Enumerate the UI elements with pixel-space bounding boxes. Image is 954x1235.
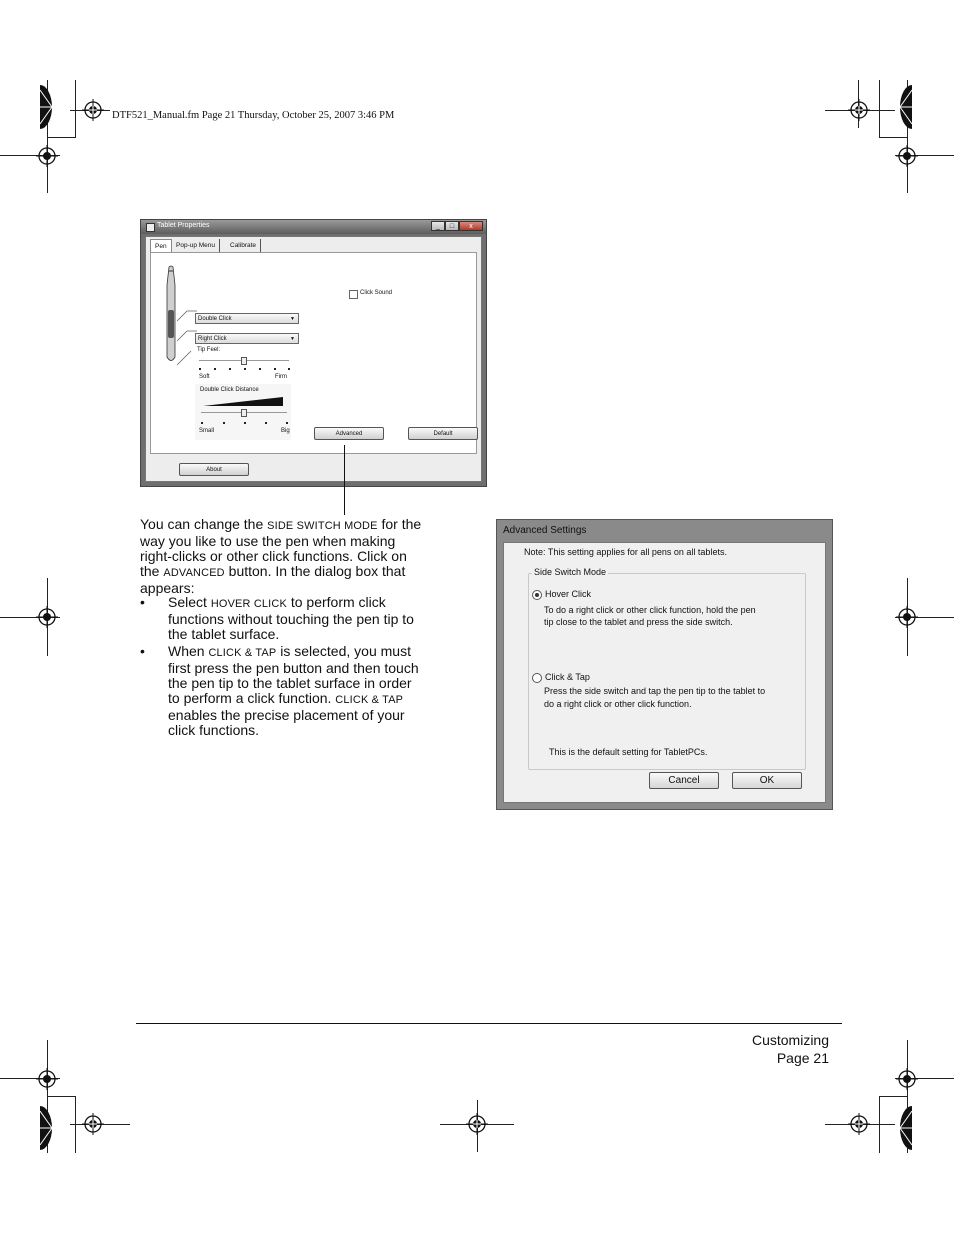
intro-paragraph	[140, 517, 425, 596]
tablet-properties-window	[140, 219, 487, 487]
text: to perform click functions without touching the pen tip to the tablet surface.	[168, 594, 414, 642]
registration-mark-icon	[82, 99, 104, 121]
bullet-icon: •	[140, 594, 145, 610]
close-button[interactable]: x	[459, 221, 483, 231]
framemaker-header: DTF521_Manual.fm Page 21 Thursday, October 25, 2007 3:46 PM	[112, 110, 395, 121]
color-bar-mark-icon	[40, 84, 54, 130]
advanced-button[interactable]: Advanced	[314, 427, 384, 440]
distance-wedge-icon	[203, 397, 283, 406]
click-sound-label: Click Sound	[360, 290, 393, 296]
registration-mark-icon	[896, 145, 918, 167]
advanced-term: ADVANCED	[163, 567, 225, 579]
firm-label: Firm	[275, 374, 287, 380]
tick	[244, 422, 246, 424]
small-label: Small	[199, 428, 215, 434]
click-sound-checkbox[interactable]	[349, 290, 358, 299]
click-and-tap-term: CLICK & TAP	[335, 694, 404, 706]
registration-mark-icon	[36, 145, 58, 167]
bullet-icon: •	[140, 643, 145, 659]
window-title-bar	[141, 220, 486, 234]
registration-mark-icon	[36, 606, 58, 628]
registration-mark-icon	[466, 1113, 488, 1135]
window-body	[145, 236, 482, 482]
text: You can change the	[140, 516, 268, 532]
advanced-settings-dialog	[496, 519, 833, 810]
minimize-button[interactable]: _	[431, 221, 445, 231]
bullet-text	[168, 644, 426, 738]
text: When	[168, 643, 209, 659]
tip-feel-slider-thumb[interactable]	[241, 357, 247, 365]
tick	[201, 422, 203, 424]
click-and-tap-description: Press the side switch and tap the pen tip to the tablet to	[544, 686, 766, 696]
side-switch-mode-term: SIDE SWITCH MODE	[267, 520, 378, 532]
default-setting-note: This is the default setting for TabletPCs.	[549, 747, 708, 757]
bullet-hover-click	[140, 595, 425, 640]
tick	[286, 422, 288, 424]
callout-line	[344, 445, 345, 515]
color-bar-mark-icon	[898, 1105, 912, 1151]
bullet-text	[168, 595, 426, 642]
click-and-tap-label[interactable]: Click & Tap	[545, 672, 590, 682]
registration-mark-icon	[896, 606, 918, 628]
color-bar-mark-icon	[898, 84, 912, 130]
footer-rule	[136, 1023, 842, 1024]
bullet-click-and-tap	[140, 643, 425, 738]
cancel-button[interactable]: Cancel	[649, 772, 719, 789]
chevron-down-icon: ▼	[290, 316, 295, 322]
registration-mark-icon	[896, 1068, 918, 1090]
text: enables the precise placement of your click functions.	[168, 707, 405, 738]
tab-pen[interactable]: Pen	[150, 239, 172, 254]
window-title: Tablet Properties	[157, 222, 210, 229]
registration-mark-icon	[848, 1113, 870, 1135]
soft-label: Soft	[199, 374, 210, 380]
tick	[229, 368, 231, 370]
chevron-down-icon: ▼	[290, 336, 295, 342]
upper-button-dropdown[interactable]	[195, 313, 299, 324]
footer-section: Customizing	[751, 1032, 829, 1048]
dialog-body	[503, 542, 826, 803]
maximize-button[interactable]: □	[445, 221, 459, 231]
tick	[199, 368, 201, 370]
registration-mark-icon	[82, 1113, 104, 1135]
hover-click-radio[interactable]	[532, 590, 542, 600]
footer-page-number: Page 21	[776, 1050, 829, 1066]
tick	[288, 368, 290, 370]
hover-click-description: To do a right click or other click function, hold the pen	[544, 605, 756, 615]
about-button[interactable]: About	[179, 463, 249, 476]
pen-illustration-icon	[165, 265, 177, 365]
text: is selected, you must first press the pen button and then touch the pen tip to the tablet surface in order to perform a click function.	[168, 643, 419, 706]
app-icon	[146, 223, 155, 232]
text: Select	[168, 594, 211, 610]
click-and-tap-radio[interactable]	[532, 673, 542, 683]
ok-button[interactable]: OK	[732, 772, 802, 789]
hover-click-term: HOVER CLICK	[210, 598, 287, 610]
tick	[223, 422, 225, 424]
click-and-tap-description: do a right click or other click function.	[544, 699, 692, 709]
text: for the way you like to use the pen when making right-clicks or other click functions. Click on the	[140, 516, 422, 579]
tick	[259, 368, 261, 370]
hover-click-description: tip close to the tablet and press the side switch.	[544, 617, 733, 627]
big-label: Big	[281, 428, 290, 434]
hover-click-label[interactable]: Hover Click	[545, 589, 592, 599]
lower-button-dropdown[interactable]	[195, 333, 299, 344]
dropdown-value: Double Click	[198, 316, 232, 322]
tick	[274, 368, 276, 370]
tab-popup-menu[interactable]: Pop-up Menu	[172, 239, 220, 252]
group-label: Side Switch Mode	[534, 567, 607, 577]
tick	[214, 368, 216, 370]
click-and-tap-term: CLICK & TAP	[208, 647, 277, 659]
tab-calibrate[interactable]: Calibrate	[226, 239, 261, 252]
dropdown-value: Right Click	[198, 336, 227, 342]
double-click-distance-label: Double Click Distance	[200, 387, 259, 393]
double-click-distance-slider-thumb[interactable]	[241, 409, 247, 417]
default-button[interactable]: Default	[408, 427, 478, 440]
registration-mark-icon	[36, 1068, 58, 1090]
tip-feel-label: Tip Feel:	[197, 347, 221, 353]
color-bar-mark-icon	[40, 1105, 54, 1151]
tick	[265, 422, 267, 424]
text: button. In the dialog box that appears:	[140, 563, 406, 596]
dialog-title: Advanced Settings	[503, 525, 587, 536]
pen-settings-panel	[150, 252, 477, 454]
tick	[244, 368, 246, 370]
registration-mark-icon	[848, 99, 870, 121]
note-text: Note: This setting applies for all pens on all tablets.	[524, 547, 727, 557]
